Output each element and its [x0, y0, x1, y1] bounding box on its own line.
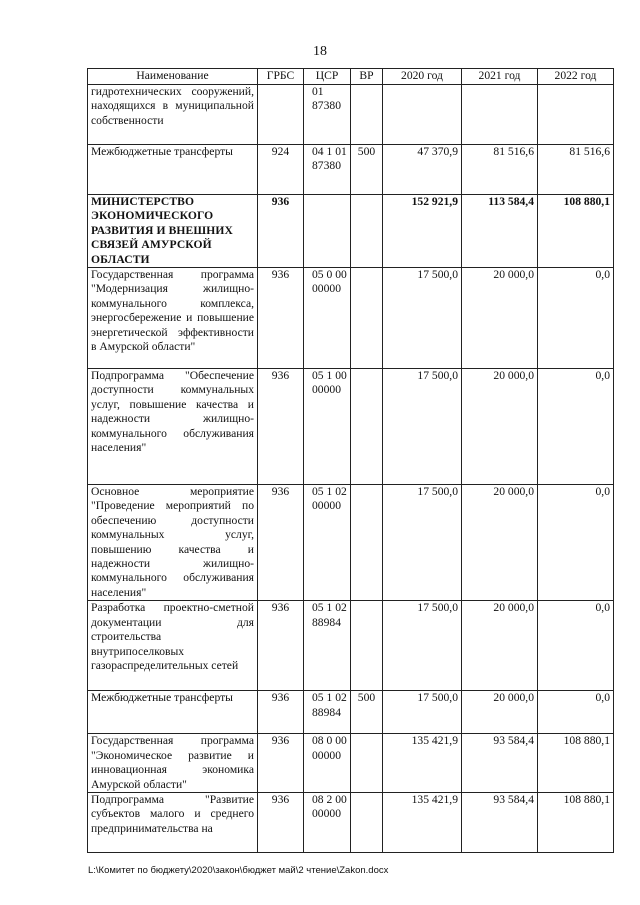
cell-vr	[351, 734, 383, 793]
cell-grbs	[258, 85, 304, 145]
cell-grbs: 936	[258, 485, 304, 601]
cell-grbs: 936	[258, 601, 304, 691]
table-row	[88, 195, 614, 268]
cell-name: Межбюджетные трансферты	[88, 691, 258, 734]
cell-2021: 20 000,0	[462, 691, 538, 734]
cell-2020: 17 500,0	[383, 268, 462, 369]
cell-2021: 93 584,4	[462, 792, 538, 852]
cell-vr	[351, 792, 383, 852]
header-2021: 2021 год	[462, 69, 538, 85]
cell-2021: 81 516,6	[462, 145, 538, 195]
cell-grbs: 936	[258, 691, 304, 734]
cell-2020: 17 500,0	[383, 369, 462, 485]
cell-grbs: 936	[258, 195, 304, 268]
cell-name: Межбюджетные трансферты	[88, 145, 258, 195]
cell-csr: 05 1 02 88984	[304, 691, 351, 734]
cell-csr: 05 1 02 88984	[304, 601, 351, 691]
cell-2022: 108 880,1	[538, 734, 614, 793]
cell-name: Государственная программа "Экономическое развитие и инновационная экономика Амурской области"	[88, 734, 258, 793]
cell-2021: 113 584,4	[462, 195, 538, 268]
cell-grbs: 924	[258, 145, 304, 195]
cell-name: Подпрограмма "Обеспечение доступности коммунальных услуг, повышение качества и надежности жилищно-коммунального обслуживания населения"	[88, 369, 258, 485]
table-row	[88, 691, 614, 734]
cell-2022: 108 880,1	[538, 792, 614, 852]
cell-csr: 01 87380	[304, 85, 351, 145]
cell-vr	[351, 85, 383, 145]
cell-2022: 0,0	[538, 369, 614, 485]
cell-2020: 17 500,0	[383, 485, 462, 601]
cell-grbs: 936	[258, 369, 304, 485]
cell-name: Государственная программа "Модернизация жилищно-коммунального комплекса, энергосбережение и повышение энергетической эффективности в Амурской области"	[88, 268, 258, 369]
page-number: 18	[313, 44, 327, 59]
cell-2020: 135 421,9	[383, 792, 462, 852]
table-row	[88, 85, 614, 145]
cell-2022: 108 880,1	[538, 195, 614, 268]
cell-2020: 152 921,9	[383, 195, 462, 268]
cell-2020	[383, 85, 462, 145]
table-row	[88, 268, 614, 369]
cell-grbs: 936	[258, 792, 304, 852]
budget-table	[87, 68, 614, 853]
cell-2022: 0,0	[538, 691, 614, 734]
cell-vr: 500	[351, 691, 383, 734]
cell-2020: 47 370,9	[383, 145, 462, 195]
header-name: Наименование	[88, 69, 258, 85]
cell-2021: 20 000,0	[462, 369, 538, 485]
cell-2022: 0,0	[538, 268, 614, 369]
header-grbs: ГРБС	[258, 69, 304, 85]
file-path-footer: L:\Комитет по бюджету\2020\закон\бюджет май\2 чтение\Zakon.docx	[88, 865, 389, 876]
cell-csr	[304, 195, 351, 268]
cell-csr: 08 2 00 00000	[304, 792, 351, 852]
cell-vr	[351, 195, 383, 268]
cell-grbs: 936	[258, 268, 304, 369]
cell-csr: 05 1 00 00000	[304, 369, 351, 485]
cell-2020: 135 421,9	[383, 734, 462, 793]
cell-vr	[351, 369, 383, 485]
table-header-row	[88, 69, 614, 85]
cell-2020: 17 500,0	[383, 691, 462, 734]
cell-2021: 20 000,0	[462, 485, 538, 601]
header-csr: ЦСР	[304, 69, 351, 85]
table-row	[88, 734, 614, 793]
table-row	[88, 601, 614, 691]
cell-csr: 04 1 01 87380	[304, 145, 351, 195]
cell-2021: 93 584,4	[462, 734, 538, 793]
cell-vr: 500	[351, 145, 383, 195]
cell-2021: 20 000,0	[462, 268, 538, 369]
table-row	[88, 145, 614, 195]
cell-2022	[538, 85, 614, 145]
header-2020: 2020 год	[383, 69, 462, 85]
cell-name: Основное мероприятие "Проведение мероприятий по обеспечению доступности коммунальных услуг, повышению качества и надежности жилищно-коммунального обслуживания населения"	[88, 485, 258, 601]
cell-2021	[462, 85, 538, 145]
header-2022: 2022 год	[538, 69, 614, 85]
cell-csr: 05 1 02 00000	[304, 485, 351, 601]
cell-2022: 81 516,6	[538, 145, 614, 195]
table-row	[88, 485, 614, 601]
cell-2022: 0,0	[538, 485, 614, 601]
cell-csr: 08 0 00 00000	[304, 734, 351, 793]
cell-csr: 05 0 00 00000	[304, 268, 351, 369]
cell-vr	[351, 601, 383, 691]
table-row	[88, 369, 614, 485]
cell-name: МИНИСТЕРСТВО ЭКОНОМИЧЕСКОГО РАЗВИТИЯ И ВНЕШНИХ СВЯЗЕЙ АМУРСКОЙ ОБЛАСТИ	[88, 195, 258, 268]
table-row	[88, 792, 614, 852]
cell-name: Разработка проектно-сметной документации для строительства внутрипоселковых газораспределительных сетей	[88, 601, 258, 691]
header-vr: ВР	[351, 69, 383, 85]
cell-grbs: 936	[258, 734, 304, 793]
cell-vr	[351, 268, 383, 369]
cell-name: гидротехнических сооружений, находящихся в муниципальной собственности	[88, 85, 258, 145]
cell-name: Подпрограмма "Развитие субъектов малого и среднего предпринимательства на	[88, 792, 258, 852]
cell-2022: 0,0	[538, 601, 614, 691]
cell-vr	[351, 485, 383, 601]
cell-2020: 17 500,0	[383, 601, 462, 691]
cell-2021: 20 000,0	[462, 601, 538, 691]
